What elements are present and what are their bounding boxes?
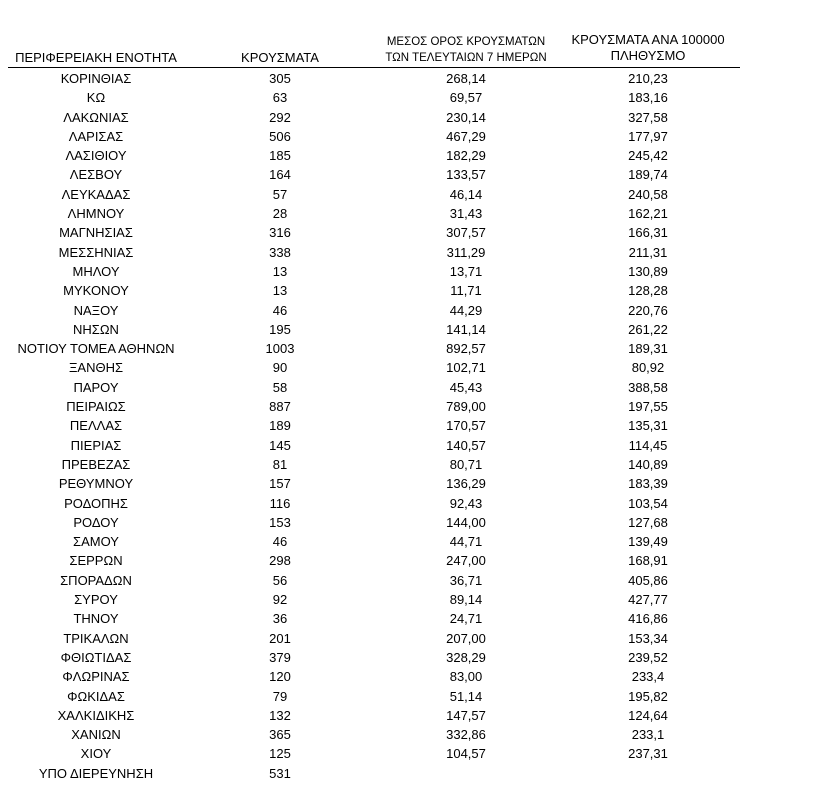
cell-per-100000: 237,31 <box>628 746 668 762</box>
cell-regional-unit: ΜΑΓΝΗΣΙΑΣ <box>59 225 133 241</box>
cell-per-100000: 245,42 <box>628 148 668 164</box>
cell-7day-average: 268,14 <box>446 71 486 86</box>
cell-per-100000: 327,58 <box>628 109 668 125</box>
table-row <box>0 339 834 358</box>
table-row <box>0 629 834 648</box>
cell-7day-average: 140,57 <box>446 437 486 453</box>
cell-regional-unit: ΣΠΟΡΑΔΩΝ <box>60 572 132 588</box>
cell-7day-average: 31,43 <box>449 206 483 222</box>
cell-7day-average: 144,00 <box>446 514 486 530</box>
cell-regional-unit: ΧΑΛΚΙΔΙΚΗΣ <box>57 707 135 723</box>
header-regional-unit: ΠΕΡΙΦΕΡΕΙΑΚΗ ΕΝΟΤΗΤΑ <box>15 50 177 65</box>
cell-7day-average: 328,29 <box>446 649 486 665</box>
cell-per-100000: 130,89 <box>628 263 668 279</box>
cell-regional-unit: ΝΑΞΟΥ <box>73 302 119 318</box>
cell-cases: 887 <box>269 399 291 415</box>
cell-cases: 90 <box>272 360 288 376</box>
cell-cases: 120 <box>269 669 291 685</box>
cell-7day-average: 36,71 <box>449 572 483 588</box>
cell-per-100000: 140,89 <box>628 456 668 472</box>
table-row <box>0 764 834 783</box>
cell-regional-unit: ΣΑΜΟΥ <box>73 534 119 550</box>
cell-per-100000: 197,55 <box>628 399 668 415</box>
cell-regional-unit: ΦΘΙΩΤΙΔΑΣ <box>60 649 132 665</box>
cell-7day-average: 789,00 <box>446 399 486 415</box>
cell-per-100000: 139,49 <box>628 534 668 550</box>
cell-regional-unit: ΡΟΔΟΠΗΣ <box>64 495 128 511</box>
cell-regional-unit: ΞΑΝΘΗΣ <box>68 360 124 376</box>
table-row <box>0 532 834 551</box>
cell-cases: 36 <box>272 611 288 627</box>
cell-7day-average: 133,57 <box>446 167 486 183</box>
cell-7day-average: 44,29 <box>449 302 483 318</box>
cell-regional-unit: ΧΙΟΥ <box>80 746 112 762</box>
table-row <box>0 108 834 127</box>
cell-cases: 201 <box>269 630 291 646</box>
cell-per-100000: 240,58 <box>628 186 668 202</box>
cell-regional-unit: ΛΑΣΙΘΙΟΥ <box>65 148 127 164</box>
cell-per-100000: 168,91 <box>628 553 668 569</box>
cell-cases: 116 <box>269 495 291 511</box>
cell-cases: 28 <box>272 206 288 222</box>
table-row <box>0 88 834 107</box>
cell-per-100000: 183,16 <box>628 90 668 106</box>
cell-per-100000: 211,31 <box>628 244 668 260</box>
cell-7day-average: 44,71 <box>449 534 483 550</box>
cell-per-100000: 261,22 <box>628 321 668 337</box>
cell-7day-average: 467,29 <box>446 128 486 144</box>
cell-regional-unit: ΚΟΡΙΝΘΙΑΣ <box>60 71 132 86</box>
table-row <box>0 513 834 532</box>
cell-per-100000: 233,1 <box>631 727 665 743</box>
cell-cases: 46 <box>272 534 288 550</box>
cell-cases: 46 <box>272 302 288 318</box>
cell-cases: 195 <box>269 321 291 337</box>
table-row <box>0 223 834 242</box>
cell-7day-average: 89,14 <box>449 592 483 608</box>
cell-7day-average: 11,71 <box>450 283 482 299</box>
cell-cases: 13 <box>272 263 288 279</box>
cell-per-100000: 124,64 <box>628 707 668 723</box>
cell-7day-average: 24,71 <box>449 611 483 627</box>
cell-regional-unit: ΤΡΙΚΑΛΩΝ <box>63 630 129 646</box>
cell-regional-unit: ΛΕΥΚΑΔΑΣ <box>61 186 131 202</box>
cell-cases: 56 <box>272 572 288 588</box>
table-row <box>0 725 834 744</box>
cell-cases: 164 <box>269 167 291 183</box>
cell-cases: 292 <box>269 109 291 125</box>
cell-7day-average: 307,57 <box>446 225 486 241</box>
cell-cases: 338 <box>269 244 291 260</box>
cell-cases: 379 <box>269 649 291 665</box>
cell-cases: 1003 <box>265 341 295 357</box>
cell-per-100000: 127,68 <box>628 514 668 530</box>
cell-per-100000: 166,31 <box>628 225 668 241</box>
cell-7day-average: 83,00 <box>449 669 483 685</box>
header-per-100000-line2: ΠΛΗΘΥΣΜΟ <box>610 48 686 63</box>
header-per-100000-line1: ΚΡΟΥΣΜΑΤΑ ΑΝΑ 100000 <box>571 32 725 47</box>
cell-per-100000: 388,58 <box>628 379 668 395</box>
cell-regional-unit: ΦΩΚΙΔΑΣ <box>67 688 125 704</box>
cell-regional-unit: ΚΩ <box>86 90 106 106</box>
cell-per-100000: 177,97 <box>628 128 668 144</box>
cell-per-100000: 189,74 <box>628 167 668 183</box>
cell-regional-unit: ΠΕΙΡΑΙΩΣ <box>66 399 126 415</box>
cell-7day-average: 147,57 <box>446 707 486 723</box>
cell-regional-unit: ΛΑΡΙΣΑΣ <box>68 128 124 144</box>
cell-regional-unit: ΣΥΡΟΥ <box>74 592 118 608</box>
table-row <box>0 648 834 667</box>
cell-regional-unit: ΦΛΩΡΙΝΑΣ <box>62 669 130 685</box>
table-row <box>0 262 834 281</box>
cell-7day-average: 51,14 <box>449 688 483 704</box>
table-row <box>0 281 834 300</box>
cell-cases: 63 <box>272 90 288 106</box>
cell-cases: 153 <box>269 514 291 530</box>
table-row <box>0 609 834 628</box>
table-row <box>0 127 834 146</box>
table-row <box>0 378 834 397</box>
cell-7day-average: 80,71 <box>449 456 483 472</box>
cell-7day-average: 69,57 <box>449 90 483 106</box>
cell-per-100000: 162,21 <box>628 206 668 222</box>
cell-cases: 316 <box>269 225 291 241</box>
cell-cases: 298 <box>269 553 291 569</box>
table-row <box>0 185 834 204</box>
cell-cases: 305 <box>269 71 291 86</box>
cell-cases: 365 <box>269 727 291 743</box>
cell-regional-unit: ΠΑΡΟΥ <box>73 379 119 395</box>
table-row <box>0 551 834 570</box>
cell-7day-average: 332,86 <box>446 727 486 743</box>
table-row <box>0 687 834 706</box>
cell-per-100000: 233,4 <box>631 669 665 685</box>
cell-per-100000: 239,52 <box>628 649 668 665</box>
cell-7day-average: 892,57 <box>446 341 486 357</box>
cell-regional-unit: ΛΑΚΩΝΙΑΣ <box>63 109 129 125</box>
cell-regional-unit: ΠΕΛΛΑΣ <box>69 418 123 434</box>
cell-7day-average: 311,29 <box>446 244 486 260</box>
cell-cases: 145 <box>269 437 291 453</box>
header-cases: ΚΡΟΥΣΜΑΤΑ <box>241 50 319 65</box>
header-7day-average <box>380 34 552 66</box>
cell-cases: 13 <box>272 283 288 299</box>
table-row <box>0 474 834 493</box>
cell-regional-unit: ΣΕΡΡΩΝ <box>69 553 123 569</box>
cell-regional-unit: ΜΥΚΟΝΟΥ <box>63 283 129 299</box>
table-row <box>0 416 834 435</box>
table-row <box>0 590 834 609</box>
cell-per-100000: 135,31 <box>628 418 668 434</box>
cell-regional-unit: ΝΟΤΙΟΥ ΤΟΜΕΑ ΑΘΗΝΩΝ <box>17 341 175 357</box>
cell-regional-unit: ΛΕΣΒΟΥ <box>69 167 123 183</box>
cell-per-100000: 195,82 <box>628 688 668 704</box>
cell-cases: 58 <box>272 379 288 395</box>
cell-7day-average: 230,14 <box>446 109 486 125</box>
cell-cases: 81 <box>272 456 288 472</box>
cell-per-100000: 210,23 <box>628 71 668 86</box>
table-row <box>0 69 834 88</box>
table-row <box>0 358 834 377</box>
cell-7day-average: 45,43 <box>449 379 483 395</box>
cell-per-100000: 80,92 <box>631 360 665 376</box>
cell-cases: 157 <box>269 476 291 492</box>
cell-regional-unit: ΛΗΜΝΟΥ <box>67 206 125 222</box>
table-row <box>0 744 834 763</box>
table-row <box>0 243 834 262</box>
cell-regional-unit: ΝΗΣΩΝ <box>73 321 119 337</box>
table-row <box>0 494 834 513</box>
cell-per-100000: 114,45 <box>628 437 668 453</box>
table-row <box>0 455 834 474</box>
cell-7day-average: 141,14 <box>446 321 486 337</box>
cell-7day-average: 13,71 <box>449 263 483 279</box>
cell-7day-average: 46,14 <box>449 186 483 202</box>
cell-per-100000: 220,76 <box>628 302 668 318</box>
cell-7day-average: 182,29 <box>446 148 486 164</box>
header-7day-average-line2: ΤΩΝ ΤΕΛΕΥΤΑΙΩΝ 7 ΗΜΕΡΩΝ <box>385 52 547 64</box>
table-row <box>0 397 834 416</box>
table-row <box>0 320 834 339</box>
cell-cases: 531 <box>269 765 291 781</box>
table-row <box>0 571 834 590</box>
cell-cases: 57 <box>272 186 288 202</box>
cell-per-100000: 128,28 <box>628 283 668 299</box>
cell-7day-average: 207,00 <box>446 630 486 646</box>
header-7day-average-line1: ΜΕΣΟΣ ΟΡΟΣ ΚΡΟΥΣΜΑΤΩΝ <box>386 36 546 48</box>
table-row <box>0 301 834 320</box>
cell-regional-unit: ΧΑΝΙΩΝ <box>71 727 121 743</box>
cell-7day-average: 136,29 <box>446 476 486 492</box>
table-row <box>0 204 834 223</box>
table-row <box>0 706 834 725</box>
cell-7day-average: 170,57 <box>446 418 486 434</box>
cell-regional-unit: ΠΡΕΒΕΖΑΣ <box>61 456 131 472</box>
cell-7day-average: 102,71 <box>446 360 486 376</box>
cell-regional-unit: ΡΕΘΥΜΝΟΥ <box>58 476 134 492</box>
cell-regional-unit: ΜΗΛΟΥ <box>72 263 120 279</box>
cell-per-100000: 427,77 <box>628 592 668 608</box>
cell-per-100000: 405,86 <box>628 572 668 588</box>
cell-cases: 92 <box>272 592 288 608</box>
cell-per-100000: 189,31 <box>628 341 668 357</box>
table-row <box>0 436 834 455</box>
cell-cases: 125 <box>269 746 291 762</box>
cell-regional-unit: ΠΙΕΡΙΑΣ <box>70 437 122 453</box>
cell-cases: 189 <box>269 418 291 434</box>
cell-cases: 132 <box>269 707 291 723</box>
cell-7day-average: 104,57 <box>446 746 486 762</box>
cell-regional-unit: ΤΗΝΟΥ <box>73 611 119 627</box>
cell-regional-unit: ΥΠΟ ΔΙΕΡΕΥΝΗΣΗ <box>38 765 154 781</box>
cell-7day-average: 92,43 <box>449 495 483 511</box>
cell-per-100000: 416,86 <box>628 611 668 627</box>
cell-per-100000: 183,39 <box>628 476 668 492</box>
cell-7day-average: 247,00 <box>446 553 486 569</box>
cell-regional-unit: ΜΕΣΣΗΝΙΑΣ <box>58 244 134 260</box>
header-per-100000 <box>560 32 736 64</box>
cell-regional-unit: ΡΟΔΟΥ <box>73 514 119 530</box>
cell-per-100000: 153,34 <box>628 630 668 646</box>
table-body <box>0 69 834 783</box>
header-underline <box>8 67 740 68</box>
cell-cases: 506 <box>269 128 291 144</box>
table-row <box>0 165 834 184</box>
table-row <box>0 667 834 686</box>
cell-per-100000: 103,54 <box>628 495 668 511</box>
table-row <box>0 146 834 165</box>
cell-cases: 79 <box>272 688 288 704</box>
cell-cases: 185 <box>269 148 291 164</box>
